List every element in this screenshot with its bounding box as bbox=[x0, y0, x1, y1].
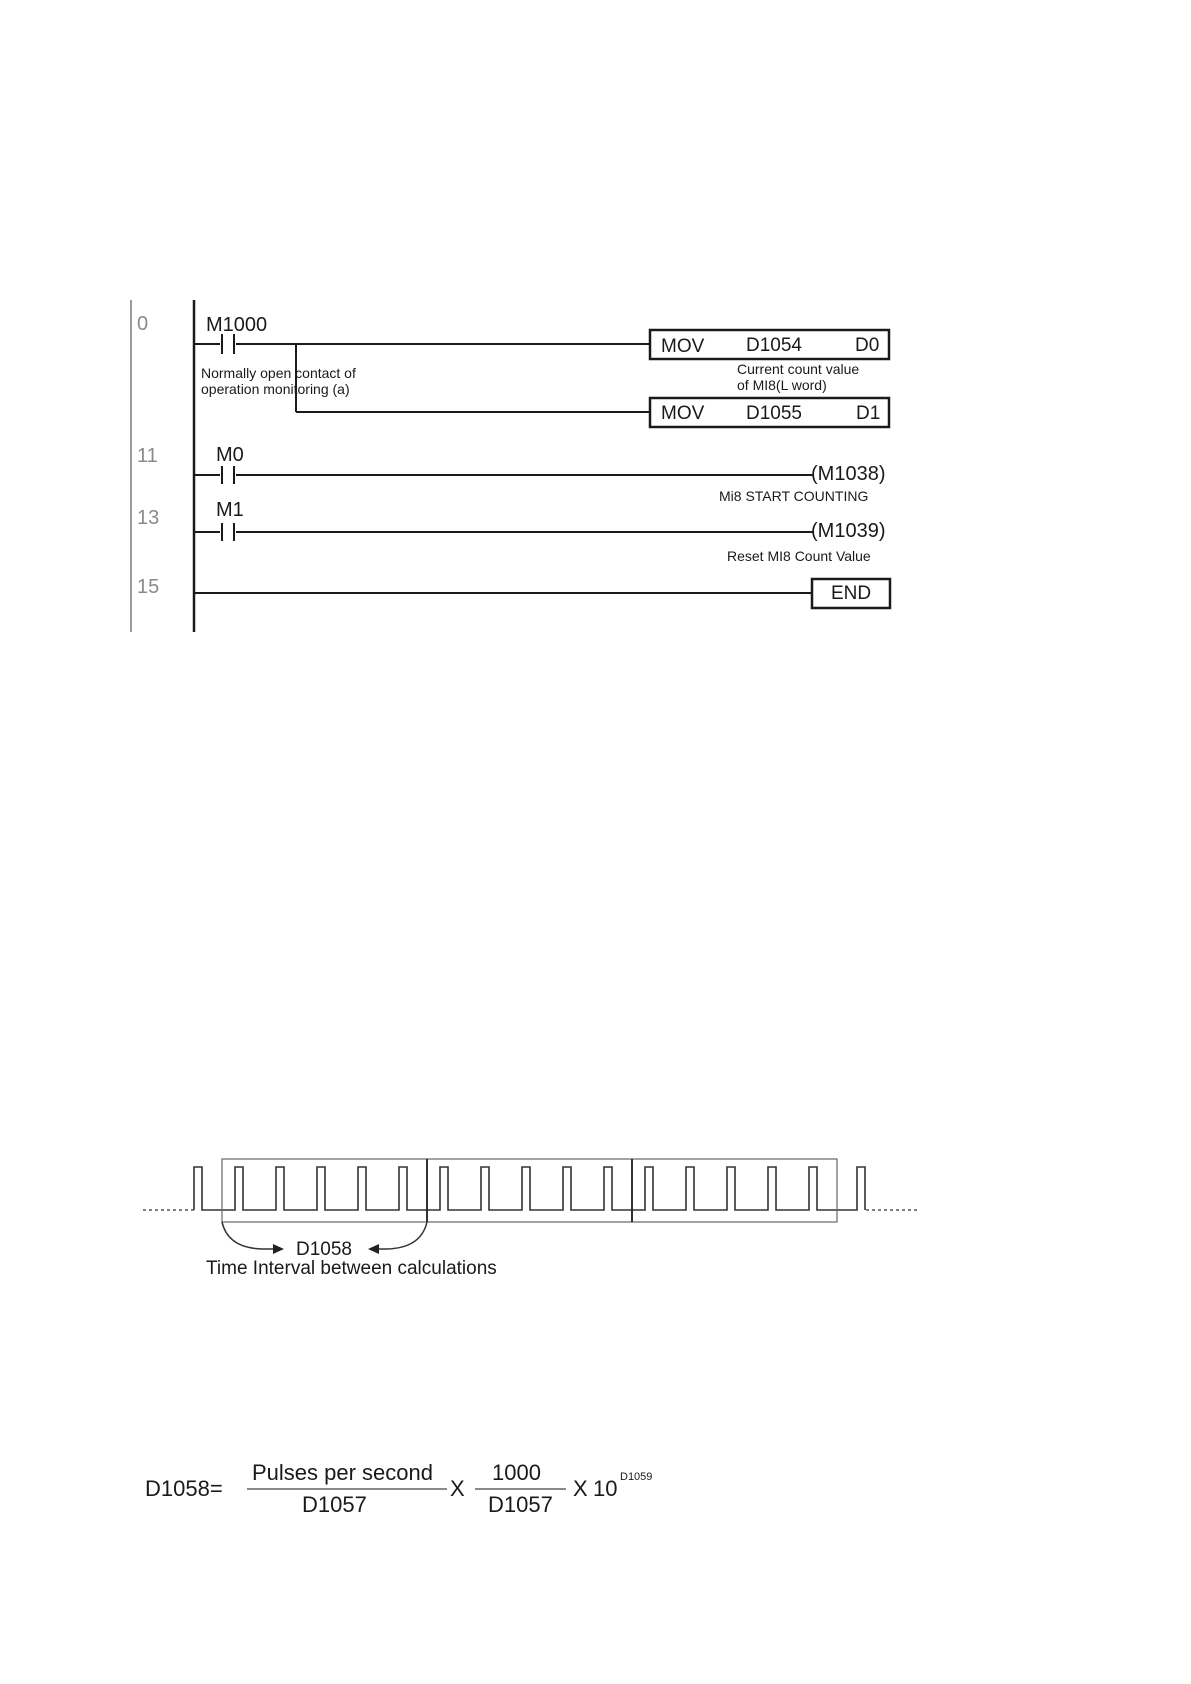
coil-m1038-note: Mi8 START COUNTING bbox=[719, 488, 869, 504]
step-number-11: 11 bbox=[137, 445, 158, 467]
mov1-src: D1054 bbox=[746, 335, 802, 356]
rung-4 bbox=[194, 579, 890, 608]
rung-3 bbox=[194, 523, 813, 541]
formula-exponent: D1059 bbox=[620, 1471, 653, 1483]
step-number-0: 0 bbox=[137, 313, 149, 335]
contact-note-line2: operation monitoring (a) bbox=[201, 381, 350, 397]
coil-m1039: (M1039) bbox=[811, 520, 886, 542]
step-number-13: 13 bbox=[137, 507, 160, 529]
coil-m1039-note: Reset MI8 Count Value bbox=[727, 548, 871, 564]
formula-times-2: X bbox=[573, 1476, 588, 1501]
mov1-note-line2: of MI8(L word) bbox=[737, 377, 827, 393]
contact-label-m1000: M1000 bbox=[206, 314, 268, 336]
formula-lhs: D1058= bbox=[145, 1476, 223, 1501]
contact-label-m0: M0 bbox=[216, 444, 244, 466]
contact-label-m1: M1 bbox=[216, 499, 244, 521]
interval-caption: Time Interval between calculations bbox=[206, 1258, 497, 1279]
contact-note-line1: Normally open contact of bbox=[201, 365, 356, 381]
rung-2 bbox=[194, 466, 813, 484]
mov2-dst: D1 bbox=[856, 403, 881, 424]
arrow-right-icon bbox=[273, 1244, 284, 1254]
interval-register-label: D1058 bbox=[296, 1239, 352, 1260]
formula-frac1-numerator: Pulses per second bbox=[252, 1460, 433, 1485]
interval-brace-left bbox=[222, 1222, 276, 1249]
pulse-train bbox=[194, 1167, 865, 1210]
formula-frac2-denominator: D1057 bbox=[488, 1492, 553, 1517]
formula-frac1-denominator: D1057 bbox=[302, 1492, 367, 1517]
end-instruction: END bbox=[831, 583, 872, 604]
mov1-dst: D0 bbox=[855, 335, 880, 356]
mov2-src: D1055 bbox=[746, 403, 802, 424]
formula-times-1: X bbox=[450, 1476, 465, 1501]
coil-m1038: (M1038) bbox=[811, 463, 886, 485]
formula-base: 10 bbox=[593, 1476, 618, 1501]
timing-diagram bbox=[143, 1159, 918, 1254]
step-number-15: 15 bbox=[137, 576, 160, 598]
mov1-op: MOV bbox=[661, 336, 705, 357]
arrow-left-icon bbox=[368, 1244, 379, 1254]
formula-frac2-numerator: 1000 bbox=[492, 1460, 541, 1485]
interval-brace-right bbox=[376, 1222, 427, 1249]
mov2-op: MOV bbox=[661, 403, 705, 424]
mov1-note-line1: Current count value bbox=[737, 361, 860, 377]
